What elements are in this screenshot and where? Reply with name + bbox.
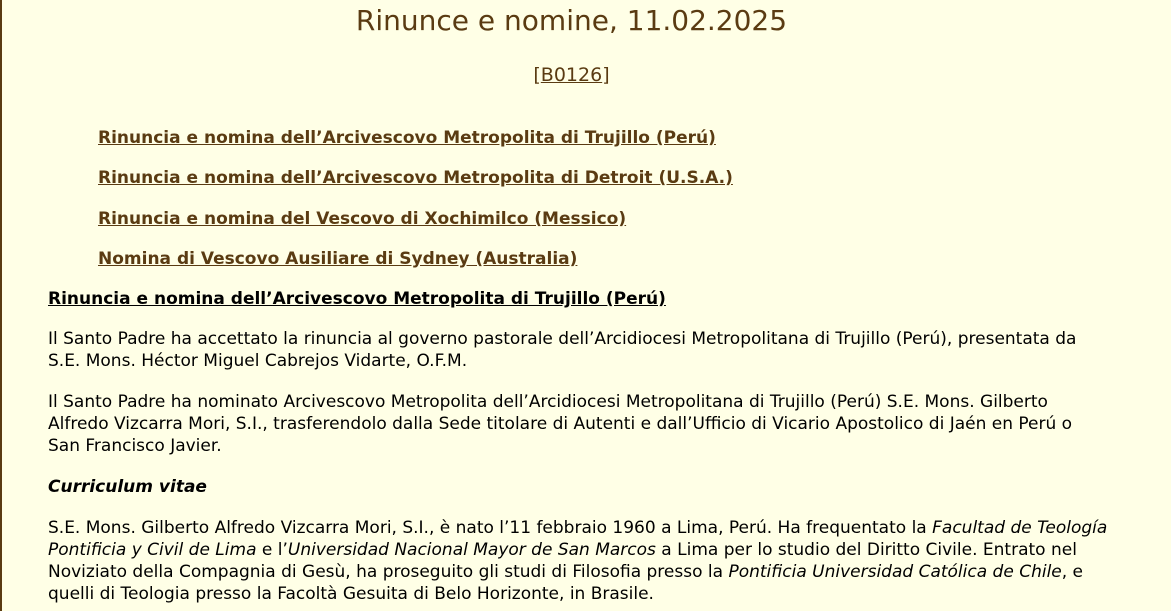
paragraph-curriculum: [48, 517, 1108, 605]
cv-text: e l’: [256, 540, 288, 560]
bulletin-code-open: [: [533, 64, 541, 86]
section-heading: Rinuncia e nomina dell’Arcivescovo Metropolita di Trujillo (Perú): [48, 289, 666, 309]
cv-institution: Universidad Nacional Mayor de San Marcos: [287, 540, 656, 560]
article-content: [48, 288, 1108, 611]
bulletin-code: [2, 64, 1141, 86]
cv-text: a Lima per lo studio del Diritto Civile. Entrato nel Noviziato della Compagnia di Gesù, ha proseguito gli studi di Filosofia presso la: [48, 540, 1077, 582]
toc-item: [98, 208, 733, 248]
toc-item: [98, 127, 733, 167]
paragraph-acceptance: Il Santo Padre ha accettato la rinuncia al governo pastorale dell’Arcidiocesi Metropolitana di Trujillo (Perú), presentata da S.E. Mons. Héctor Miguel Cabrejos Vidarte, O.F.M.: [48, 329, 1077, 371]
bulletin-code-link[interactable]: B0126: [540, 64, 603, 86]
page-title: Rinunce e nomine, 11.02.2025: [355, 4, 788, 37]
curriculum-heading: Curriculum vitae: [48, 477, 207, 497]
bulletin-code-close: ]: [602, 64, 610, 86]
table-of-contents: [98, 127, 733, 288]
toc-link-xochimilco[interactable]: Rinuncia e nomina del Vescovo di Xochimilco (Messico): [98, 208, 627, 229]
cv-institution: Facultad de Teología Pontificia y Civil de Lima: [48, 518, 1108, 560]
paragraph-appointment: Il Santo Padre ha nominato Arcivescovo Metropolita dell’Arcidiocesi Metropolitana di Trujillo (Perú) S.E. Mons. Gilberto Alfredo Vizcarra Mori, S.I., trasferendolo dalla Sede titolare di Autenti e dall’Ufficio di Vicario Apostolico di Jaén en Perú o San Francisco Javier.: [48, 392, 1073, 456]
toc-item: [98, 167, 733, 207]
toc-link-trujillo[interactable]: Rinuncia e nomina dell’Arcivescovo Metropolita di Trujillo (Perú): [98, 128, 716, 148]
toc-item: [98, 248, 733, 288]
cv-text: , e quelli di Teologia presso la Facoltà Gesuita di Belo Horizonte, in Brasile.: [48, 562, 1084, 604]
cv-institution: Pontificia Universidad Católica de Chile: [728, 562, 1062, 582]
toc-link-sydney[interactable]: Nomina di Vescovo Ausiliare di Sydney (Australia): [98, 248, 578, 269]
toc-link-detroit[interactable]: Rinuncia e nomina dell’Arcivescovo Metropolita di Detroit (U.S.A.): [98, 168, 733, 189]
cv-text: S.E. Mons. Gilberto Alfredo Vizcarra Mori, S.I., è nato l’11 febbraio 1960 a Lima, Perú. Ha frequentato la: [48, 518, 933, 538]
